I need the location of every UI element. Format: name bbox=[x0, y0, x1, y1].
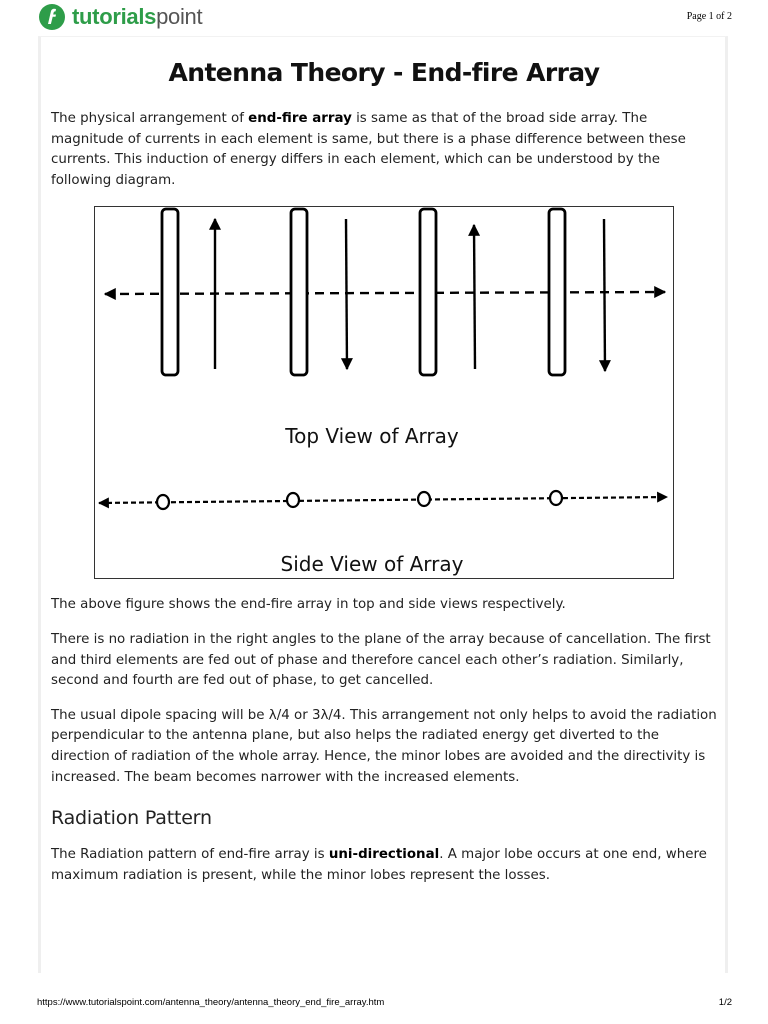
page-title: Antenna Theory - End-fire Array bbox=[168, 58, 600, 87]
side-view-label: Side View of Array bbox=[280, 552, 464, 577]
logo-text: tutorialspoint bbox=[72, 4, 203, 29]
footer-page-number: 1/2 bbox=[718, 997, 732, 1008]
side-view-element bbox=[550, 491, 562, 505]
site-logo[interactable] bbox=[38, 2, 202, 32]
dipole-element bbox=[162, 209, 178, 375]
section-heading: Radiation Pattern bbox=[51, 807, 212, 830]
radiation-pattern-paragraph: The Radiation pattern of end-fire array is uni-directional. A major lobe occurs at one end, where maximum radiation is present, while the minor lobes represent the losses. bbox=[51, 847, 707, 883]
end-fire-array-diagram bbox=[94, 206, 674, 579]
cancellation-paragraph: There is no radiation in the right angles to the plane of the array because of cancellation. The first and third elements are fed out of phase and therefore cancel each other’s radiation. Similarly, second and fourth are fed out of phase, to get cancelled. bbox=[51, 631, 711, 689]
intro-paragraph: The physical arrangement of end-fire array is same as that of the broad side array. The magnitude of currents in each element is same, but there is a phase difference between these currents. This induction of energy differs in each element, which can be understood by the following diagram. bbox=[51, 111, 686, 188]
figure-caption-paragraph: The above figure shows the end-fire array in top and side views respectively. bbox=[51, 597, 566, 613]
dipole-spacing-paragraph: The usual dipole spacing will be λ/4 or 3λ/4. This arrangement not only helps to avoid the radiation perpendicular to the antenna plane, but also helps the radiated energy get diverted to the direction of radiation of the whole array. Hence, the minor lobes are avoided and the directivity is increased. The beam becomes narrower with the increased elements. bbox=[51, 707, 717, 785]
side-view-element bbox=[418, 492, 430, 506]
current-up-arrow bbox=[474, 225, 475, 369]
current-down-arrow bbox=[604, 219, 605, 371]
dipole-element bbox=[420, 209, 436, 375]
footer-url: https://www.tutorialspoint.com/antenna_theory/antenna_theory_end_fire_array.htm bbox=[37, 997, 385, 1008]
article bbox=[51, 58, 717, 886]
page-indicator: Page 1 of 2 bbox=[686, 11, 732, 22]
side-view-axis-arrow bbox=[99, 497, 667, 503]
dipole-element bbox=[291, 209, 307, 375]
top-view-axis-arrow bbox=[105, 292, 665, 294]
top-view-label: Top View of Array bbox=[285, 424, 459, 449]
side-view-element bbox=[157, 495, 169, 509]
current-down-arrow bbox=[346, 219, 347, 369]
side-view-element bbox=[287, 493, 299, 507]
dipole-element bbox=[549, 209, 565, 375]
tutorialspoint-logo-icon bbox=[38, 3, 66, 31]
